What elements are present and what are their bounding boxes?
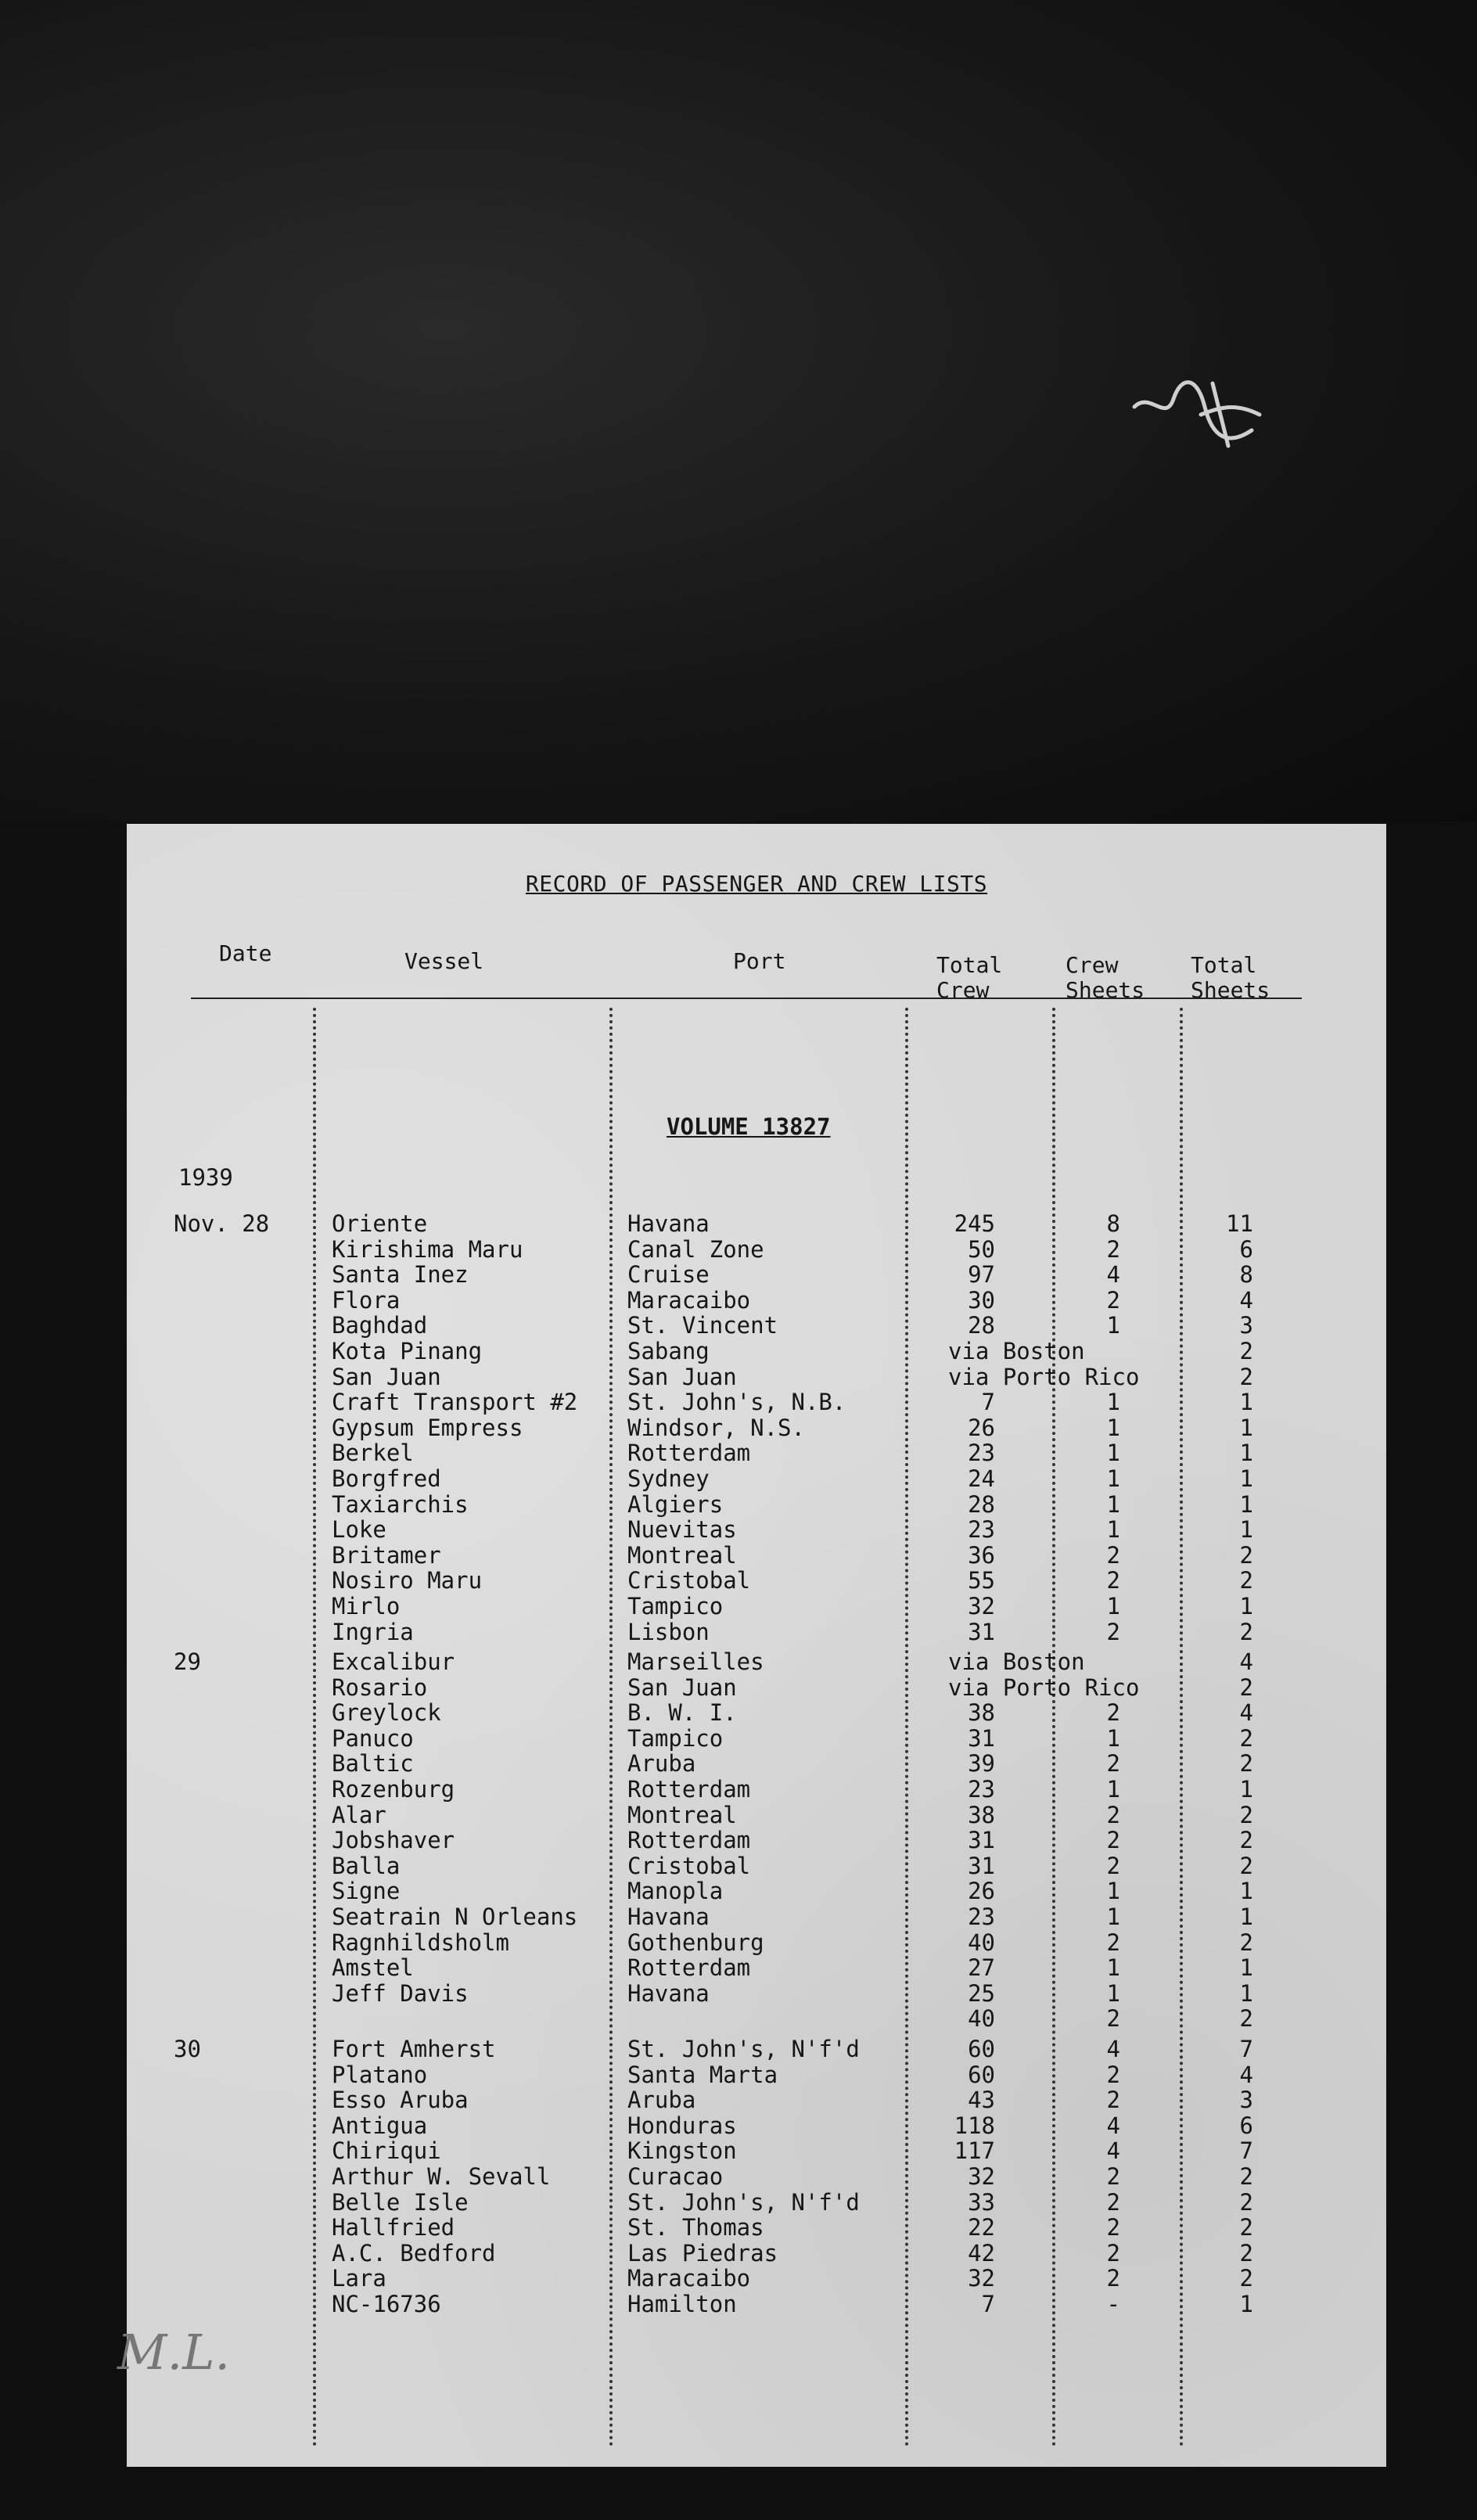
total-crew: 24 [968,1465,995,1492]
handwritten-mark [1127,360,1267,462]
vessel-name: Chiriqui [332,2137,441,2165]
crew-sheets: 1 [1106,1979,1120,2007]
table-row [127,1415,1386,1441]
crew-sheets: 1 [1106,1776,1120,1803]
total-crew: 33 [968,2188,995,2216]
volume-heading: VOLUME 13827 [667,1113,831,1140]
port-name: Manopla [627,1878,724,1905]
crew-sheets: 2 [1106,2265,1120,2292]
port-name: B. W. I. [627,1699,737,1727]
vessel-name: Craft Transport #2 [332,1389,578,1416]
route-note: via Porto Rico [948,1673,1140,1701]
total-sheets: 4 [1239,1648,1253,1676]
total-sheets: 6 [1239,2112,1253,2139]
crew-sheets: 2 [1106,2005,1120,2033]
entries-table [127,1211,1386,2317]
table-row [127,2215,1386,2241]
vessel-name: Santa Inez [332,1261,469,1289]
table-row [127,1930,1386,1956]
column-header-date: Date [219,940,272,966]
table-row [127,1568,1386,1594]
port-name: Gothenburg [627,1929,764,1956]
vessel-name: A.C. Bedford [332,2239,496,2267]
total-crew: 31 [968,1827,995,1854]
total-crew: 23 [968,1440,995,1467]
crew-sheets: - [1106,2290,1120,2317]
total-sheets: 2 [1239,2188,1253,2216]
total-crew: 40 [968,2005,995,2033]
column-header-total-sheets: Total Sheets [1191,952,1270,1003]
port-name: Maracaibo [627,2265,751,2292]
total-crew: 30 [968,1286,995,1314]
table-row [127,1828,1386,1853]
port-name: San Juan [627,1673,737,1701]
vessel-name: Alar [332,1801,386,1828]
total-sheets: 1 [1239,1414,1253,1441]
total-sheets: 7 [1239,2036,1253,2062]
column-header-total-crew: Total Crew [936,952,1003,1003]
table-row [127,2036,1386,2062]
crew-sheets: 1 [1106,1878,1120,1905]
port-name: Cristobal [627,1852,751,1879]
port-name: Tampico [627,1592,724,1619]
table-row [127,2087,1386,2113]
port-name: Havana [627,1903,710,1931]
vessel-name: Kota Pinang [332,1337,483,1364]
total-crew: 60 [968,2036,995,2062]
port-name: Santa Marta [627,2061,778,2088]
table-row [127,1700,1386,1726]
crew-sheets: 1 [1106,1414,1120,1441]
table-row [127,1543,1386,1569]
table-row [127,1649,1386,1675]
vessel-name: Loke [332,1516,386,1544]
entry-date: Nov. 28 [174,1210,270,1237]
total-crew: 31 [968,1724,995,1752]
vessel-name: Baltic [332,1750,414,1778]
total-crew: 25 [968,1979,995,2007]
vessel-name: Esso Aruba [332,2087,469,2114]
vessel-name: Oriente [332,1210,428,1237]
column-header-crew-sheets: Crew Sheets [1066,952,1145,1003]
vessel-name: Britamer [332,1541,441,1569]
total-sheets: 3 [1239,2087,1253,2114]
vessel-name: San Juan [332,1363,441,1390]
crew-sheets: 4 [1106,2036,1120,2062]
table-row [127,1364,1386,1390]
vessel-name: Arthur W. Sevall [332,2162,551,2190]
table-row [127,2292,1386,2317]
total-crew: 118 [954,2112,995,2139]
port-name: Marseilles [627,1648,764,1676]
total-sheets: 1 [1239,1954,1253,1982]
total-sheets: 2 [1239,1618,1253,1645]
crew-sheets: 2 [1106,2239,1120,2267]
port-name: Sabang [627,1337,710,1364]
port-name: Tampico [627,1724,724,1752]
vessel-name: Berkel [332,1440,414,1467]
table-row [127,1262,1386,1288]
total-crew: 40 [968,1929,995,1956]
vessel-name: Jobshaver [332,1827,455,1854]
crew-sheets: 8 [1106,1210,1120,1237]
table-row [127,1594,1386,1619]
total-crew: 60 [968,2061,995,2088]
total-crew: 245 [954,1210,995,1237]
total-crew: 117 [954,2137,995,2165]
crew-sheets: 2 [1106,1852,1120,1879]
total-crew: 28 [968,1490,995,1518]
table-row [127,1237,1386,1263]
vessel-name: Lara [332,2265,386,2292]
port-name: St. John's, N.B. [627,1389,846,1416]
vessel-name: Excalibur [332,1648,455,1676]
total-sheets: 2 [1239,2162,1253,2190]
column-header-port: Port [733,948,786,974]
port-name: Kingston [627,2137,737,2165]
crew-sheets: 2 [1106,1286,1120,1314]
vessel-name: Rozenburg [332,1776,455,1803]
table-row [127,1339,1386,1364]
port-name: Rotterdam [627,1776,751,1803]
table-row [127,2266,1386,2292]
port-name: Las Piedras [627,2239,778,2267]
total-crew: 97 [968,1261,995,1289]
table-row [127,1981,1386,2007]
total-sheets: 2 [1239,1827,1253,1854]
total-crew: 32 [968,2162,995,2190]
total-crew: 55 [968,1567,995,1594]
table-row [127,1726,1386,1752]
port-name: Havana [627,1210,710,1237]
total-sheets: 2 [1239,1363,1253,1390]
total-sheets: 2 [1239,2265,1253,2292]
vessel-name: NC-16736 [332,2290,441,2317]
total-sheets: 8 [1239,1261,1253,1289]
route-note: via Boston [948,1648,1085,1676]
crew-sheets: 2 [1106,1827,1120,1854]
crew-sheets: 1 [1106,1516,1120,1544]
crew-sheets: 2 [1106,2087,1120,2114]
total-sheets: 1 [1239,1516,1253,1544]
crew-sheets: 1 [1106,1389,1120,1416]
table-row [127,1675,1386,1701]
route-note: via Porto Rico [948,1363,1140,1390]
table-row [127,2164,1386,2190]
port-name: Rotterdam [627,1440,751,1467]
port-name: Aruba [627,1750,696,1778]
vessel-name: Hallfried [332,2214,455,2241]
total-crew: 36 [968,1541,995,1569]
total-sheets: 6 [1239,1235,1253,1263]
vessel-name: Flora [332,1286,401,1314]
port-name: Hamilton [627,2290,737,2317]
vessel-name: Rosario [332,1673,428,1701]
vessel-name: Ingria [332,1618,414,1645]
total-crew: 39 [968,1750,995,1778]
table-row [127,1955,1386,1981]
total-sheets: 11 [1226,1210,1253,1237]
port-name: Cristobal [627,1567,751,1594]
crew-sheets: 1 [1106,1724,1120,1752]
port-name: St. Vincent [627,1312,778,1339]
vessel-name: Nosiro Maru [332,1567,483,1594]
table-row [127,2241,1386,2267]
total-crew: 31 [968,1852,995,1879]
port-name: Montreal [627,1801,737,1828]
record-sheet [127,824,1386,2467]
total-sheets: 1 [1239,1878,1253,1905]
vessel-name: Baghdad [332,1312,428,1339]
total-sheets: 2 [1239,2005,1253,2033]
vessel-name: Borgfred [332,1465,441,1492]
table-row [127,1853,1386,1879]
table-row [127,1313,1386,1339]
document-title: RECORD OF PASSENGER AND CREW LISTS [525,871,988,897]
vessel-name: Signe [332,1878,401,1905]
port-name: Honduras [627,2112,737,2139]
total-sheets: 1 [1239,1465,1253,1492]
total-sheets: 1 [1239,1592,1253,1619]
table-row [127,1619,1386,1645]
crew-sheets: 2 [1106,2214,1120,2241]
port-name: Curacao [627,2162,724,2190]
port-name: Maracaibo [627,1286,751,1314]
total-crew: 38 [968,1699,995,1727]
table-row [127,1389,1386,1415]
table-row [127,1492,1386,1518]
port-name: Rotterdam [627,1954,751,1982]
crew-sheets: 1 [1106,1465,1120,1492]
port-name: Nuevitas [627,1516,737,1544]
total-sheets: 2 [1239,2214,1253,2241]
total-sheets: 2 [1239,1541,1253,1569]
crew-sheets: 2 [1106,2162,1120,2190]
total-crew: 32 [968,2265,995,2292]
vessel-name: Taxiarchis [332,1490,469,1518]
total-crew: 50 [968,1235,995,1263]
port-name: Aruba [627,2087,696,2114]
route-note: via Boston [948,1337,1085,1364]
total-crew: 23 [968,1903,995,1931]
table-row [127,1211,1386,1237]
vessel-name: Seatrain N Orleans [332,1903,578,1931]
total-crew: 32 [968,1592,995,1619]
crew-sheets: 2 [1106,2061,1120,2088]
crew-sheets: 2 [1106,2188,1120,2216]
entry-date: 30 [174,2036,201,2062]
port-name: St. John's, N'f'd [627,2036,860,2062]
table-row [127,1904,1386,1930]
total-crew: 38 [968,1801,995,1828]
entry-date: 29 [174,1648,201,1676]
header-rule [191,998,1302,999]
vessel-name: Mirlo [332,1592,401,1619]
handwritten-initials: M.L. [117,2324,231,2381]
total-sheets: 2 [1239,1750,1253,1778]
crew-sheets: 2 [1106,1541,1120,1569]
vessel-name: Jeff Davis [332,1979,469,2007]
table-row [127,1751,1386,1777]
total-crew: 23 [968,1776,995,1803]
crew-sheets: 2 [1106,1801,1120,1828]
total-crew: 26 [968,1878,995,1905]
table-row [127,1466,1386,1492]
year-label: 1939 [178,1164,233,1191]
crew-sheets: 1 [1106,1312,1120,1339]
vessel-name: Ragnhildsholm [332,1929,509,1956]
total-crew: 31 [968,1618,995,1645]
crew-sheets: 4 [1106,2112,1120,2139]
crew-sheets: 2 [1106,1750,1120,1778]
table-row [127,1777,1386,1803]
port-name: Havana [627,1979,710,2007]
port-name: Cruise [627,1261,710,1289]
table-row [127,1803,1386,1828]
total-crew: 27 [968,1954,995,1982]
crew-sheets: 2 [1106,1618,1120,1645]
total-sheets: 2 [1239,1929,1253,1956]
crew-sheets: 1 [1106,1954,1120,1982]
port-name: St. John's, N'f'd [627,2188,860,2216]
total-crew: 42 [968,2239,995,2267]
total-sheets: 1 [1239,1389,1253,1416]
port-name: Canal Zone [627,1235,764,1263]
crew-sheets: 2 [1106,1699,1120,1727]
port-name: Algiers [627,1490,724,1518]
table-row [127,1440,1386,1466]
vessel-name: Greylock [332,1699,441,1727]
total-sheets: 1 [1239,1490,1253,1518]
table-row [127,1517,1386,1543]
crew-sheets: 4 [1106,2137,1120,2165]
total-sheets: 2 [1239,1852,1253,1879]
total-sheets: 2 [1239,1724,1253,1752]
crew-sheets: 1 [1106,1440,1120,1467]
total-sheets: 1 [1239,2290,1253,2317]
total-sheets: 4 [1239,1699,1253,1727]
total-sheets: 1 [1239,1979,1253,2007]
vessel-name: Belle Isle [332,2188,469,2216]
total-sheets: 2 [1239,2239,1253,2267]
port-name: Sydney [627,1465,710,1492]
port-name: Lisbon [627,1618,710,1645]
crew-sheets: 2 [1106,1929,1120,1956]
total-sheets: 1 [1239,1776,1253,1803]
port-name: San Juan [627,1363,737,1390]
table-row [127,1288,1386,1314]
crew-sheets: 1 [1106,1490,1120,1518]
table-row [127,2190,1386,2216]
total-crew: 7 [981,2290,995,2317]
column-header-vessel: Vessel [404,948,484,974]
total-crew: 26 [968,1414,995,1441]
port-name: Montreal [627,1541,737,1569]
crew-sheets: 2 [1106,1235,1120,1263]
vessel-name: Platano [332,2061,428,2088]
vessel-name: Balla [332,1852,401,1879]
vessel-name: Panuco [332,1724,414,1752]
total-sheets: 1 [1239,1903,1253,1931]
total-crew: 28 [968,1312,995,1339]
total-crew: 43 [968,2087,995,2114]
total-sheets: 2 [1239,1801,1253,1828]
port-name: Rotterdam [627,1827,751,1854]
vessel-name: Antigua [332,2112,428,2139]
total-crew: 23 [968,1516,995,1544]
total-crew: 7 [981,1389,995,1416]
total-sheets: 4 [1239,1286,1253,1314]
total-sheets: 1 [1239,1440,1253,1467]
table-row [127,2113,1386,2139]
table-row [127,1878,1386,1904]
table-row [127,2062,1386,2088]
crew-sheets: 1 [1106,1903,1120,1931]
total-sheets: 3 [1239,1312,1253,1339]
total-sheets: 7 [1239,2137,1253,2165]
vessel-name: Gypsum Empress [332,1414,523,1441]
crew-sheets: 1 [1106,1592,1120,1619]
table-row [127,2138,1386,2164]
total-sheets: 2 [1239,1337,1253,1364]
vessel-name: Kirishima Maru [332,1235,523,1263]
total-sheets: 2 [1239,1673,1253,1701]
table-row [127,2006,1386,2032]
port-name: St. Thomas [627,2214,764,2241]
crew-sheets: 2 [1106,1567,1120,1594]
total-sheets: 2 [1239,1567,1253,1594]
total-crew: 22 [968,2214,995,2241]
vessel-name: Amstel [332,1954,414,1982]
vessel-name: Fort Amherst [332,2036,496,2062]
port-name: Windsor, N.S. [627,1414,805,1441]
crew-sheets: 4 [1106,1261,1120,1289]
total-sheets: 4 [1239,2061,1253,2088]
